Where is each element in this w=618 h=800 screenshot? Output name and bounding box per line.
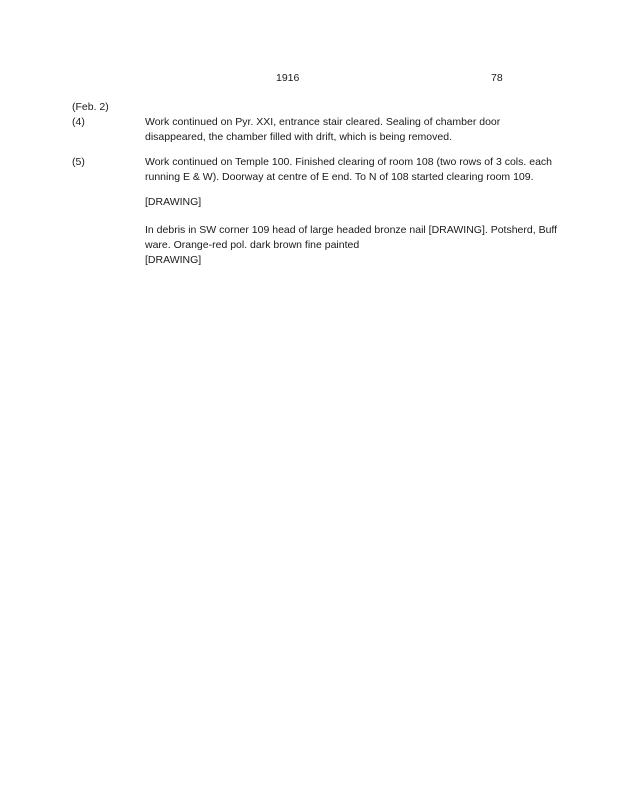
header-page-number: 78 xyxy=(491,72,503,84)
drawing-label-2: [DRAWING] xyxy=(145,254,202,266)
entry-5-line-1: Work continued on Temple 100. Finished clearing of room 108 (two rows of 3 cols. each xyxy=(145,156,552,168)
entry-4-line-1: Work continued on Pyr. XXI, entrance stair cleared. Sealing of chamber door xyxy=(145,116,501,128)
entry-number-5: (5) xyxy=(72,156,85,168)
debris-line-1: In debris in SW corner 109 head of large headed bronze nail [DRAWING]. Potsherd, Buff xyxy=(145,224,558,236)
entry-4-line-2: disappeared, the chamber filled with drift, which is being removed. xyxy=(145,131,452,143)
entry-number-4: (4) xyxy=(72,116,85,128)
debris-line-2: ware. Orange-red pol. dark brown fine painted xyxy=(145,239,360,251)
debris-note xyxy=(145,223,558,268)
drawing-placeholder-1 xyxy=(145,195,550,210)
entry-date-label: (Feb. 2) xyxy=(72,101,109,113)
drawing-label-1: [DRAWING] xyxy=(145,196,202,208)
entry-text-4 xyxy=(145,115,550,145)
entry-5-line-2: running E & W). Doorway at centre of E end. To N of 108 started clearing room 109. xyxy=(145,171,534,183)
entry-text-5 xyxy=(145,155,550,185)
header-year: 1916 xyxy=(276,72,300,84)
